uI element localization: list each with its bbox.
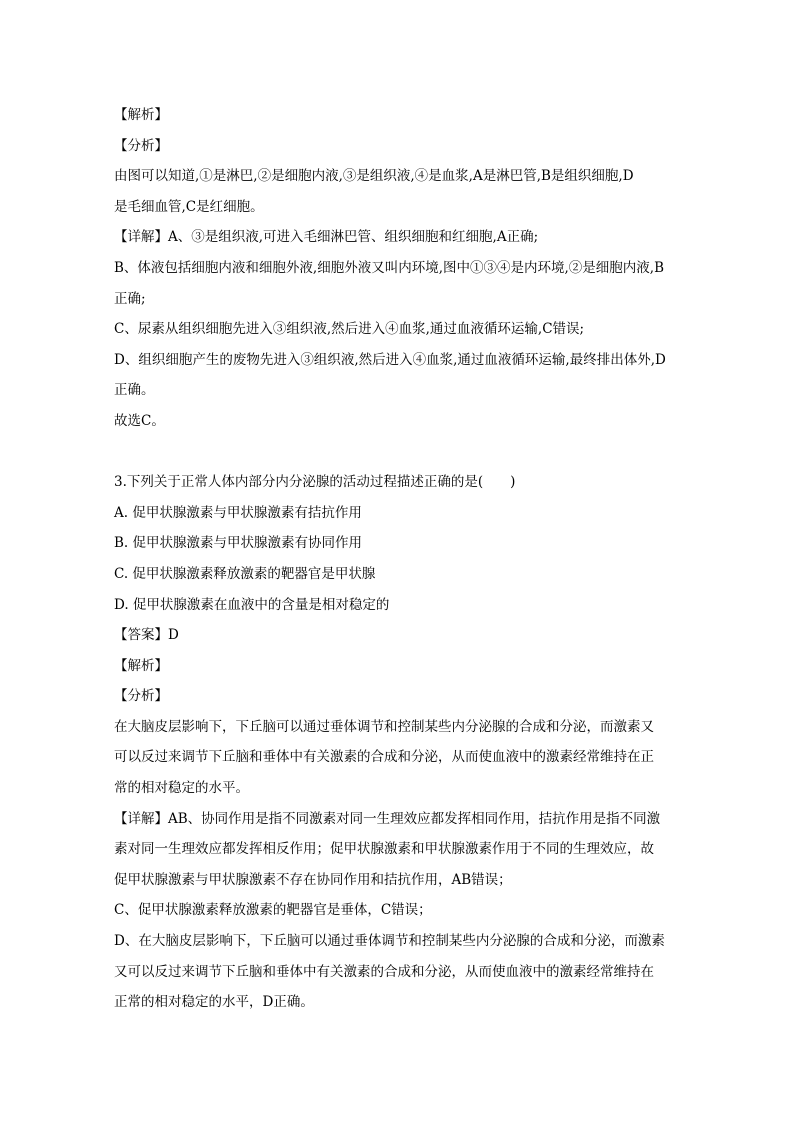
detail-text-line: 正常的相对稳定的水平，D正确。: [114, 994, 314, 1011]
section-heading-fenxi: 【分析】: [114, 688, 168, 705]
option-b: B. 促甲状腺激素与甲状腺激素有协同作用: [114, 535, 363, 552]
detail-text-line: 又可以反过来调节下丘脑和垂体中有关激素的合成和分泌，从而使血液中的激素经常维持在: [114, 963, 654, 980]
conclusion-line: 故选C。: [114, 412, 165, 429]
section-heading-jiexi: 【解析】: [114, 657, 168, 674]
option-d: D. 促甲状腺激素在血液中的含量是相对稳定的: [114, 596, 390, 613]
analysis-text-line: 是毛细血管,C是红细胞。: [114, 198, 264, 215]
section-heading-fenxi: 【分析】: [114, 137, 168, 154]
analysis-text-line: 在大脑皮层影响下，下丘脑可以通过垂体调节和控制某些内分泌腺的合成和分泌，而激素又: [114, 718, 654, 735]
analysis-text-line: 可以反过来调节下丘脑和垂体中有关激素的合成和分泌，从而使血液中的激素经常维持在正: [114, 749, 654, 766]
detail-text-line: B、体液包括细胞内液和细胞外液,细胞外液又叫内环境,图中①③④是内环境,②是细胞内液,B: [114, 259, 665, 276]
detail-text-line: D、组织细胞产生的废物先进入③组织液,然后进入④血浆,通过血液循环运输,最终排出体外,D: [114, 351, 666, 368]
detail-text-line: 正确。: [114, 382, 155, 399]
detail-text-line: 促甲状腺激素与甲状腺激素不存在协同作用和拮抗作用，AB错误；: [114, 871, 512, 888]
analysis-text-line: 常的相对稳定的水平。: [114, 780, 249, 797]
analysis-text-line: 由图可以知道,①是淋巴,②是细胞内液,③是组织液,④是血浆,A是淋巴管,B是组织细胞,D: [114, 168, 634, 185]
detail-text-line: C、促甲状腺激素释放激素的靶器官是垂体，C错误；: [114, 902, 432, 919]
detail-text-line: 素对同一生理效应都发挥相反作用；促甲状腺激素和甲状腺激素作用于不同的生理效应，故: [114, 841, 654, 858]
detail-text-line: 【详解】AB、协同作用是指不同激素对同一生理效应都发挥相同作用，拮抗作用是指不同激: [114, 810, 661, 827]
document-page: [114, 100, 684, 1018]
section-heading-jiexi: 【解析】: [114, 107, 168, 123]
spacer: [114, 437, 684, 468]
detail-text-line: D、在大脑皮层影响下，下丘脑可以通过垂体调节和控制某些内分泌腺的合成和分泌，而激素: [114, 933, 665, 950]
detail-text-line: 【详解】A、③是组织液,可进入毛细淋巴管、组织细胞和红细胞,A正确;: [114, 229, 539, 246]
option-c: C. 促甲状腺激素释放激素的靶器官是甲状腺: [114, 565, 376, 582]
answer-line: 【答案】D: [114, 627, 179, 644]
option-a: A. 促甲状腺激素与甲状腺激素有拮抗作用: [114, 504, 362, 521]
question-stem: 3.下列关于正常人体内部分内分泌腺的活动过程描述正确的是( ): [114, 474, 516, 491]
detail-text-line: 正确;: [114, 290, 146, 307]
detail-text-line: C、尿素从组织细胞先进入③组织液,然后进入④血浆,通过血液循环运输,C错误;: [114, 321, 585, 338]
